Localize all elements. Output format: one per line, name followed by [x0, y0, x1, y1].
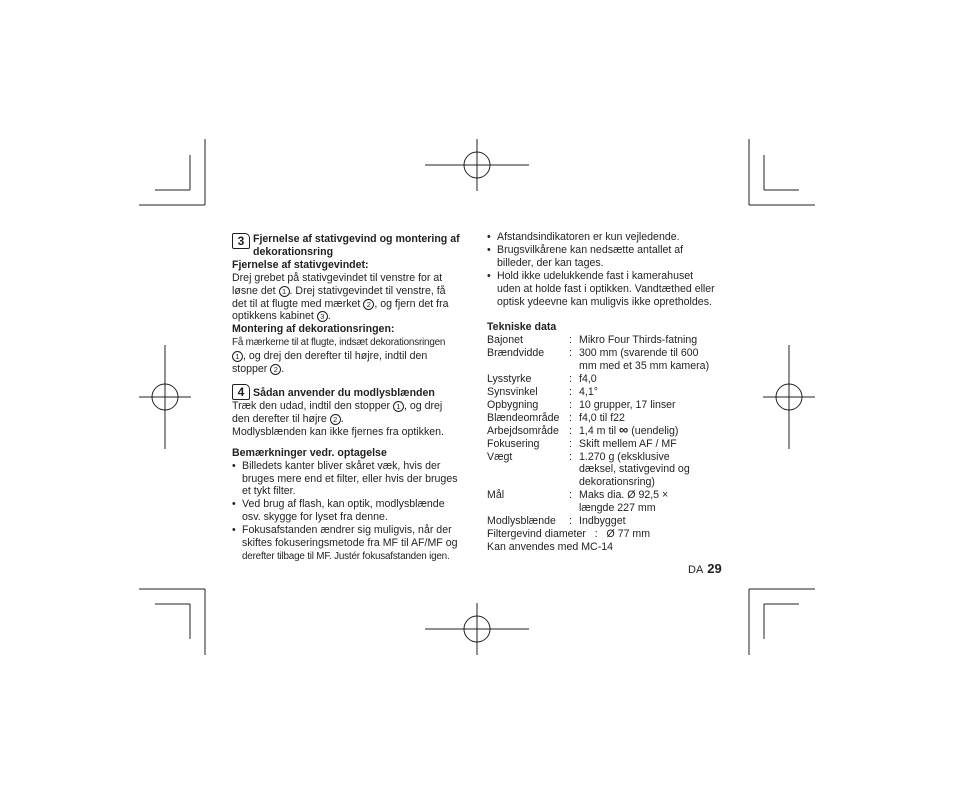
left-column: [232, 233, 472, 564]
list-item: • Ved brug af flash, kan optik, modlysblænde osv. skygge for lyset fra denne.: [232, 498, 472, 524]
section-3-heading: 3 Fjernelse af stativgevind og montering af dekorationsring: [232, 233, 472, 259]
step-3-number-icon: 3: [232, 233, 250, 249]
infinity-icon: ∞: [619, 421, 629, 437]
circled-1-icon: 1: [279, 286, 290, 297]
step-4-number-icon: 4: [232, 384, 250, 400]
circled-1-icon: 1: [393, 401, 404, 412]
spec-row: Mål : Maks dia. Ø 92,5 × længde 227 mm: [487, 489, 669, 515]
specs-table: [487, 334, 732, 553]
spec-row: Bajonet : Mikro Four Thirds-fatning: [487, 334, 698, 347]
spec-row: Arbejdsområde : 1,4 m til ∞ (uendelig): [487, 421, 679, 437]
right-column: [487, 231, 732, 554]
circled-2-icon: 2: [363, 299, 374, 310]
ring-heading: Montering af dekorationsringen:: [232, 323, 395, 336]
cautions-list: [487, 231, 732, 308]
notes-list: [232, 460, 472, 564]
spec-row: Opbygning : 10 grupper, 17 linser: [487, 398, 676, 411]
list-item: • Fokusafstanden ændrer sig muligvis, når der skiftes fokuseringsmetode fra MF til AF/MF og derefter tilbage til MF. Justér fokusafstanden igen.: [232, 524, 472, 564]
circled-3-icon: 3: [317, 311, 328, 322]
spec-row: Lysstyrke : f4,0: [487, 373, 597, 386]
list-item: • Hold ikke udelukkende fast i kamerahuset uden at holde fast i optikken. Vandtæthed eller optisk ydeevne kan muligvis ikke opretholdes.: [487, 270, 732, 309]
language-code: DA: [688, 564, 704, 576]
spec-row: Synsvinkel : 4,1°: [487, 385, 598, 398]
page-footer: [688, 561, 722, 576]
ring-text: Få mærkerne til at flugte, indsæt dekorationsringen 1 , og drej den derefter til højre, indtil den stopper 2 .: [232, 337, 446, 376]
spec-row: Blændeområde : f4,0 til f22: [487, 411, 625, 424]
hood-text: Træk den udad, indtil den stopper 1 , og drej den derefter til højre 2 . Modlysblænden kan ikke fjernes fra optikken.: [232, 399, 444, 438]
tripod-heading: Fjernelse af stativgevindet:: [232, 258, 369, 271]
notes-heading: Bemærkninger vedr. optagelse: [232, 446, 387, 459]
list-item: • Billedets kanter bliver skåret væk, hvis der bruges mere end et filter, eller hvis der bruges et tykt filter.: [232, 460, 472, 499]
spec-row: Vægt : 1.270 g (eksklusive dæksel, stativgevind og dekorationsring): [487, 450, 690, 489]
spec-row: Fokusering : Skift mellem AF / MF: [487, 437, 677, 450]
spec-row: Filtergevind diameter : Ø 77 mm: [487, 527, 651, 540]
page-number: 29: [707, 561, 722, 576]
specs-heading: Tekniske data: [487, 321, 557, 334]
list-item: • Afstandsindikatoren er kun vejledende.: [487, 231, 732, 244]
spec-row: Brændvidde : 300 mm (svarende til 600 mm med et 35 mm kamera): [487, 347, 710, 373]
circled-1-icon: 1: [232, 351, 243, 362]
spec-row: Modlysblænde : Indbygget: [487, 515, 626, 528]
tripod-text: Drej grebet på stativgevindet til venstre for at løsne det 1 . Drej stativgevindet til venstre, få det til at flugte med mærket 2 , og fjern det fra optikkens kabinet 3 .: [232, 271, 449, 323]
list-item: • Brugsvilkårene kan nedsætte antallet af billeder, der kan tages.: [487, 244, 732, 270]
section-4-heading: 4 Sådan anvender du modlysblænden: [232, 384, 472, 400]
circled-2-icon: 2: [330, 414, 341, 425]
circled-2-icon: 2: [270, 364, 281, 375]
spec-row: Kan anvendes med MC-14: [487, 540, 614, 553]
